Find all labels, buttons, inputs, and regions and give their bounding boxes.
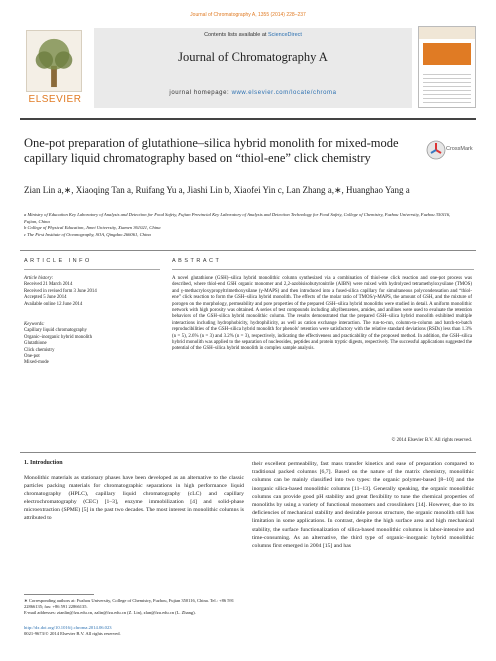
- contents-line: [94, 32, 412, 38]
- abstract-body: A novel glutathione (GSH)–silica hybrid monolithic column synthesized via a combination of thiol-ene click reaction and one-pot process was described, where thiol-end GSH organic monomer and 2,2-azobisisobutyronitrile (AIBN) were mixed with hydrolyzed tetramethyloxysilane (TMOS) and γ-methacryloxypropyltrimethoxysilane (γ-MAPS) and then introduced into a fused-silica capillary for simultaneous polycondensation and “thiol-ene” click reaction to form the GSH–silica hybrid monolith. The effects of the molar ratio of TMOS/γ-MAPS, the amount of GSH, and the mixture of porogen on the morphology, permeability and pore properties of the prepared GSH–silica hybrid monoliths were studied in detail. A uniform monolithic network with high porosity was obtained. A series of test compounds including alkylbenzenes, amides, and anilines were used to evaluate the retention behaviors of the GSH–silica hybrid monolithic column. The results demonstrated that the prepared GSH–silica hybrid monolith exhibited multiple interactions including hydrophobicity, hydrophilicity, as well as cation exchange interaction. The run-to-run, column-to-column and batch-to-batch reproducibilities of the GSH–silica hybrid monolith for phenols’ retention were satisfactory with the relative standard deviations (RSDs) less than 1.3% (n = 5), 2.6% (n = 3) and 3.2% (n = 3), respectively, indicating the effectiveness and practicability of the proposed method. In addition, the GSH–silica hybrid monolith was applied to the separation of nucleosides, peptides and protein tryptic digests, respectively. The successful applications suggested the potential of the GSH–silica hybrid monolith in complex sample analysis.: [172, 276, 472, 352]
- cover-lines: [423, 71, 471, 105]
- abstract-divider: [172, 269, 474, 270]
- introduction-heading: 1. Introduction: [24, 460, 63, 466]
- body-divider: [20, 452, 476, 453]
- keyword: Mixed-mode: [24, 360, 49, 366]
- cover-band: [423, 43, 471, 65]
- keywords: [24, 322, 160, 367]
- history-entry: Received in revised form 3 June 2014: [24, 288, 97, 294]
- section-divider: [20, 250, 476, 251]
- abstract-heading: ABSTRACT: [172, 258, 222, 264]
- article-title: One-pot preparation of glutathione–silica hybrid monolith for mixed-mode capillary liquid chromatography based on “thiol-ene” click chemistry: [24, 136, 399, 165]
- keyword: Capillary liquid chromatography: [24, 328, 87, 334]
- article-info-heading: ARTICLE INFO: [24, 258, 92, 264]
- corresponding-author-footnote: [24, 598, 244, 616]
- affiliations: [24, 212, 464, 238]
- corresponding-note: ∗ Corresponding authors at: Fuzhou University, College of Chemistry, Fuzhou, Fujian 350116, China. Tel.: +86 591 22866135; fax: +86 591 22866135.: [24, 598, 235, 609]
- journal-cover-thumbnail: [418, 26, 476, 108]
- keyword: Organic–inorganic hybrid monolith: [24, 334, 93, 340]
- keywords-label: Keywords:: [24, 322, 45, 327]
- elsevier-logo: [20, 30, 90, 106]
- history-entry: Received 21 March 2014: [24, 282, 73, 288]
- sciencedirect-link[interactable]: ScienceDirect: [267, 32, 302, 38]
- homepage-prefix: journal homepage:: [169, 90, 232, 96]
- keyword: One-pot: [24, 354, 40, 360]
- history-entry: Available online 12 June 2014: [24, 301, 83, 307]
- introduction-right-column: their excellent permeability, fast mass transfer kinetics and ease of preparation compared to traditional packed columns [6,7]. Based on the nature of the matrix chemistry, monolithic columns can be mainly classified into two types: the organic polymer-based [8–10] and the inorganic silica-based monolithic columns [11–13]. Generally speaking, the organic monolithic columns can provide good pH stability and great flexibility to tune the chemical properties of monoliths by using a variety of functional monomers and crosslinkers [14]. However, due to its deficiencies of mechanical stability and desirable porous structure, the organic monolith still has limitation in some applications. In contrast, despite the high surface area and high mechanical stability, the surface functionalization of silica-based monolithic columns is labor-intensive and time-consuming. As an alternative, the third type of organic–inorganic hybrid monolithic columns first emerged in 2004 [15] and has: [252, 461, 474, 550]
- history-entry: Accepted 5 June 2014: [24, 295, 67, 301]
- journal-homepage: [94, 90, 412, 96]
- history-label: Article history:: [24, 276, 54, 281]
- article-info-divider: [24, 269, 160, 270]
- article-history: [24, 276, 160, 308]
- masthead-banner: [94, 28, 412, 108]
- tree-logo-icon: [26, 30, 82, 92]
- keyword: Click chemistry: [24, 347, 55, 353]
- contents-line-prefix: Contents lists available at: [204, 32, 268, 38]
- affiliation: c The First Institute of Oceanography, SOA, Qingdao 266061, China: [24, 231, 151, 237]
- crossmark-badge[interactable]: [426, 140, 484, 160]
- homepage-link[interactable]: www.elsevier.com/locate/chroma: [231, 90, 337, 96]
- crossmark-label: CrossMark: [446, 146, 473, 152]
- masthead-divider: [20, 118, 476, 120]
- issn-line: 0021-9673/© 2014 Elsevier B.V. All rights reserved.: [24, 631, 121, 636]
- crossmark-icon: [426, 140, 446, 160]
- footnote-divider: [24, 594, 94, 595]
- cover-header: [419, 27, 475, 39]
- publisher-name: ELSEVIER: [28, 94, 82, 105]
- journal-title: Journal of Chromatography A: [178, 50, 328, 64]
- doi-block: [24, 625, 244, 637]
- introduction-left-column: Monolithic materials as stationary phases have been developed as an alternative to the classic particles packing materials for chromatographic separations in high performance liquid chromatography (HPLC), capillary liquid chromatography (cLC) and capillary electrochromatography (CEC) [1–3], enzyme immobilization [4] and solid-phase microextraction (SPME) [5] in the past two decades. The most interest in monolithic columns is attributed to: [24, 475, 244, 522]
- affiliation: b College of Physical Education, Jimei University, Xiamen 361021, China: [24, 225, 161, 231]
- keyword: Glutathione: [24, 341, 47, 347]
- author-list: Zian Lin a,∗, Xiaoqing Tan a, Ruifang Yu a, Jiashi Lin b, Xiaofei Yin c, Lan Zhang a,∗, Huanghao Yang a: [24, 185, 410, 195]
- abstract-copyright: © 2014 Elsevier B.V. All rights reserved.: [391, 438, 472, 443]
- affiliation: a Ministry of Education Key Laboratory of Analysis and Detection for Food Safety, Fujian Provincial Key Laboratory of Analysis and Detection Technology for Food Safety, College of Chemistry, Fuzhou University, Fuzhou 350116, Fujian, China: [24, 212, 451, 224]
- doi-link[interactable]: http://dx.doi.org/10.1016/j.chroma.2014.06.023: [24, 625, 112, 630]
- email-note: E-mail addresses: zianlin@fzu.edu.cn, zalin@fzu.edu.cn (Z. Lin), zlan@fzu.edu.cn (L. Zhang).: [24, 610, 196, 615]
- journal-reference: Journal of Chromatography A, 1355 (2014) 228–237: [190, 12, 306, 18]
- journal-masthead: [20, 24, 476, 116]
